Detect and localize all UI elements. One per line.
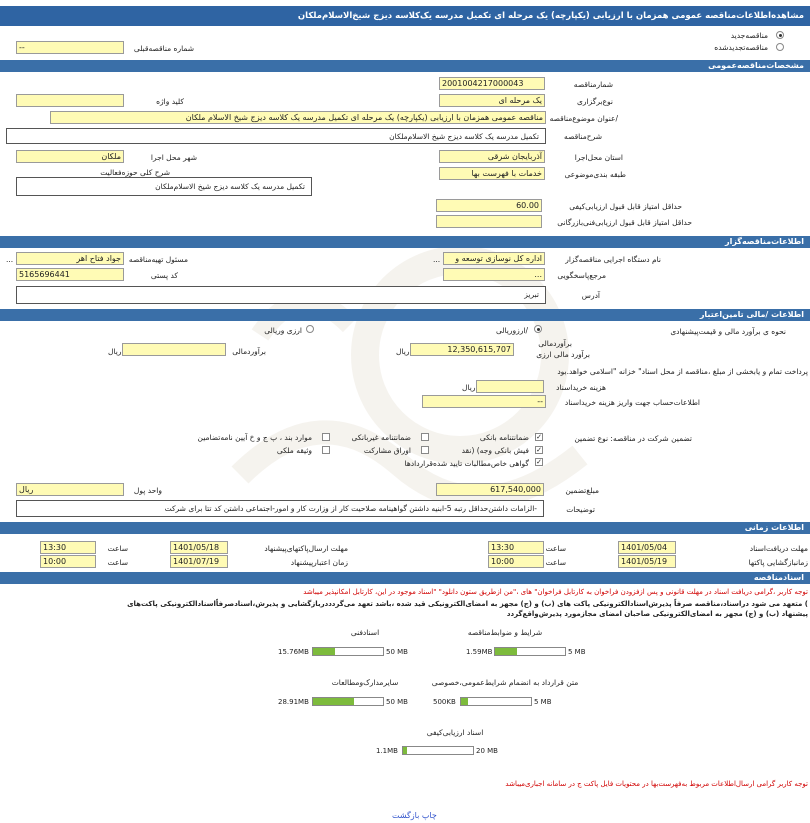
min-quality-score-field: 60.00 xyxy=(436,199,542,212)
section-header-time: اطلاعات زمانی xyxy=(0,522,810,534)
send-label: مهلت ارسال‌پاکتهای‌پیشنهاد xyxy=(264,544,348,553)
file-usage-bar xyxy=(312,697,384,706)
officer-label: مسئول تهیه‌مناقصه xyxy=(128,255,188,264)
file-used: 15.76MB xyxy=(278,648,309,656)
price-list-notice: توجه کاربر گرامی ارسال‌اطلاعات مربوط به‌فهرست‌بها در محتویات فایل پاکت ج در سامانه اجباری‌میباشد xyxy=(505,780,808,788)
guarantee-claims-label: گواهی خاص‌مطالبات تایید شده‌قراردادها xyxy=(404,459,529,468)
send-date-field: 1401/05/18 xyxy=(170,541,228,554)
open-time-label: ساعت xyxy=(545,558,566,567)
radio-rial[interactable] xyxy=(534,325,542,333)
section-header-documents: اسنادمناقصه xyxy=(0,572,810,584)
print-back-link[interactable]: چاپ بازگشت xyxy=(392,811,437,820)
estimate-field: 12,350,615,707 xyxy=(410,343,514,356)
currency-unit-label: واحد پول xyxy=(133,486,162,495)
file-title: اسناد ارزیابی‌کیفی xyxy=(426,728,484,737)
guarantee-bonds-label: اوراق مشارکت xyxy=(363,446,411,455)
address-label: آدرس xyxy=(581,291,600,300)
estimate-fx-label-2: برآوردمالی xyxy=(232,347,266,356)
min-quality-score-label: حداقل امتیاز قابل قبول ارزیابی‌کیفی xyxy=(569,202,682,211)
watermark-logo xyxy=(200,215,620,575)
keyword-field xyxy=(16,94,124,107)
estimate-fx-field xyxy=(122,343,226,356)
tender-title-field: مناقصه عمومی همزمان با ارزیابی (یکپارچه) یک مرحله ای تکمیل مدرسه یک کلاسه دیزج شیخ الاسلام ملکان xyxy=(50,111,546,124)
file-max: 20 MB xyxy=(476,747,498,755)
doc-receive-time-label: ساعت xyxy=(545,544,566,553)
reference-field: ... xyxy=(443,268,545,281)
radio-new-tender[interactable] xyxy=(776,31,784,39)
guarantee-amount-label: مبلغ‌تضمین xyxy=(565,486,599,495)
docs-notice-2: پیشنهاد (ب) و (ج) مجهز به امضای‌الکترونیکی صاحبان امضای مجازمورد پذیرش‌واقع‌گردد xyxy=(506,610,808,618)
page-title: مشاهده‌اطلاعات‌مناقصه عمومی همزمان با ارزیابی (یکپارچه) یک مرحله ای تکمیل مدرسه یک‌کلاسه دیزج شیخ‌الاسلام‌ملکان xyxy=(0,6,810,26)
guarantee-nonbank-checkbox[interactable] xyxy=(421,433,429,441)
guarantee-clauses-checkbox[interactable] xyxy=(322,433,330,441)
radio-fx-label: ارزی وریالی xyxy=(264,326,302,335)
account-field: -- xyxy=(422,395,546,408)
validity-label: زمان اعتبارپیشنهاد xyxy=(290,558,348,567)
activity-scope-label: شرح کلی حوزه‌فعالیت xyxy=(100,168,170,177)
radio-fx[interactable] xyxy=(306,325,314,333)
payment-note: پرداخت تمام و یابخشی از مبلغ ،مناقصه از محل اسناد" خزانه "اسلامی خواهد.بود xyxy=(557,367,808,376)
currency-unit-field: ریال xyxy=(16,483,124,496)
city-label: شهر محل اجرا xyxy=(150,153,197,162)
radio-renewed-label: مناقصه‌تجدیدشده xyxy=(714,43,768,52)
file-title: سایرمدارک‌ومطالعات xyxy=(331,678,399,687)
activity-scope-box: تکمیل مدرسه یک کلاسه دیزج شیخ الاسلام‌ملکان xyxy=(16,177,312,196)
file-title: اسنادفنی xyxy=(350,628,380,637)
estimate-label: برآوردمالی xyxy=(538,339,572,348)
address-box: تبریز xyxy=(16,286,546,304)
min-tech-score-field xyxy=(436,215,542,228)
guarantee-amount-field: 617,540,000 xyxy=(436,483,544,496)
province-label: استان محل‌اجرا xyxy=(574,153,623,162)
section-header-general: مشخصات‌مناقصه‌عمومی xyxy=(0,60,810,72)
postal-code-field: 5165696441 xyxy=(16,268,124,281)
postal-code-label: کد پستی xyxy=(150,271,178,280)
open-label: زمانبازگشایی پاکتها xyxy=(748,558,808,567)
file-usage-bar xyxy=(312,647,384,656)
validity-date-field: 1401/07/19 xyxy=(170,555,228,568)
docs-notice-red: توجه کاربر ،گرامی دریافت اسناد در مهلت قانونی و پس ازفزودن فراخوان به کارتابل فراخوان" های ،"من ازطریق ستون دانلود" "اسناد موجود در این، کارتابل امکانپذیر میباشد xyxy=(303,588,808,596)
radio-rial-label: /ارزوریالی xyxy=(495,326,528,335)
file-usage-bar xyxy=(494,647,566,656)
estimate-fx-currency: ریال xyxy=(108,347,122,356)
guarantee-cash-label: فیش بانکی وجه) (نقد xyxy=(461,446,529,455)
tender-description-box: تکمیل مدرسه یک کلاسه دیزج شیخ الاسلام‌ملکان xyxy=(6,128,546,144)
file-used: 500KB xyxy=(433,698,456,706)
doc-fee-label: هزینه خریداسناد xyxy=(556,383,606,392)
radio-renewed-tender[interactable] xyxy=(776,43,784,51)
keyword-label: کلید واژه xyxy=(156,97,184,106)
org-name-label: نام دستگاه اجرایی مناقصه‌گزار xyxy=(565,255,661,264)
account-label: اطلاعات‌حساب جهت واریز هزینه خریداسناد xyxy=(564,398,700,407)
province-field: آذربایجان شرقی xyxy=(439,150,545,163)
estimate-type-label: نحوه ی برآورد مالی و قیمت‌پیشنهادی xyxy=(670,327,786,336)
guarantee-clauses-label: موارد بند ، پ ج و خ آیین نامه‌تضامین xyxy=(197,433,312,442)
guarantee-bank-label: ضمانتنامه بانکی xyxy=(479,433,529,442)
radio-new-label: مناقصه‌جدید xyxy=(730,31,768,40)
category-field: خدمات با فهرست بها xyxy=(439,167,545,180)
tender-number-label: شمارمناقصه xyxy=(573,80,613,89)
category-label: طبقه بندی‌موضوعی xyxy=(564,170,626,179)
guarantee-property-label: وثیقه ملکی xyxy=(276,446,312,455)
tender-number-field: 2001004217000043 xyxy=(439,77,545,90)
guarantee-bonds-checkbox[interactable] xyxy=(421,446,429,454)
file-title: شرایط و ضوابط‌مناقصه xyxy=(467,628,543,637)
guarantee-claims-checkbox[interactable] xyxy=(535,458,543,466)
file-max: 50 MB xyxy=(386,698,408,706)
estimate-currency: ریال xyxy=(396,347,410,356)
section-header-organizer: اطلاعات‌مناقصه‌گزار xyxy=(0,236,810,248)
send-time-field: 13:30 xyxy=(40,541,96,554)
send-time-label: ساعت xyxy=(107,544,128,553)
doc-fee-field xyxy=(476,380,544,393)
doc-receive-date-field: 1401/05/04 xyxy=(618,541,676,554)
file-usage-bar xyxy=(402,746,474,755)
validity-time-label: ساعت xyxy=(107,558,128,567)
file-max: 50 MB xyxy=(386,648,408,656)
org-name-more[interactable]: ... xyxy=(433,255,441,264)
reference-label: مرجع‌پاسخگویی xyxy=(557,271,606,280)
guarantee-cash-checkbox[interactable] xyxy=(535,446,543,454)
officer-more[interactable]: ... xyxy=(6,255,14,264)
file-usage-bar xyxy=(460,697,532,706)
guarantee-property-checkbox[interactable] xyxy=(322,446,330,454)
city-field: ملکان xyxy=(16,150,124,163)
holding-type-label: نوع‌برگزاری xyxy=(577,97,613,106)
file-used: 1.1MB xyxy=(376,747,398,755)
file-max: 5 MB xyxy=(568,648,586,656)
doc-receive-time-field: 13:30 xyxy=(488,541,544,554)
org-name-field: اداره کل نوسازی توسعه و xyxy=(443,252,545,265)
file-used: 28.91MB xyxy=(278,698,309,706)
section-header-finance: اطلاعات‌ /مالی تامین‌اعتبار xyxy=(0,309,810,321)
open-date-field: 1401/05/19 xyxy=(618,555,676,568)
doc-receive-label: مهلت دریافت‌اسناد xyxy=(749,544,808,553)
file-title: متن قرارداد به انضمام شرایط‌عمومی،خصوصی xyxy=(431,678,579,687)
notes-box: -الزامات داشتن‌حداقل رتبه 5-ابنیه داشتن گواهینامه صلاحیت کار از وزارت کار و امور-اجتماعی داشتن کد تتا برای شرکت xyxy=(16,500,544,517)
min-tech-score-label: حداقل امتیاز قابل قبول ارزیابی‌فنی‌بازرگانی xyxy=(557,218,692,227)
prev-tender-number-field: -- xyxy=(16,41,124,54)
file-max: 5 MB xyxy=(534,698,552,706)
prev-tender-number-label: شماره مناقصه‌قبلی xyxy=(133,44,194,53)
open-time-field: 10:00 xyxy=(488,555,544,568)
guarantee-type-label: تضمین شرکت در مناقصه: نوع تضمین xyxy=(574,434,692,443)
file-used: 1.59MB xyxy=(466,648,493,656)
validity-time-field: 10:00 xyxy=(40,555,96,568)
tender-title-label: /عنوان موضوع‌مناقصه xyxy=(549,114,618,123)
tender-description-label: شرح‌مناقصه xyxy=(564,132,602,141)
docs-notice-1: ) متعهد می شود دراسناد،مناقصه صرفاً پذیرش‌اسنادالکترونیکی پاکت های (ب) و (ج) مجهز به امضای‌الکترونیکی قید شده ،باشد تعهد می‌گردددربازگشایی و پذیرش،اسنادصرفاً‌اسنادالکترونیکی پاکت‌های xyxy=(127,600,808,608)
guarantee-bank-checkbox[interactable] xyxy=(535,433,543,441)
estimate-fx-label: برآورد مالی ارزی xyxy=(536,350,590,359)
holding-type-field: یک مرحله ای xyxy=(439,94,545,107)
guarantee-nonbank-label: ضمانتنامه غیربانکی xyxy=(351,433,411,442)
notes-label: توضیحات xyxy=(566,505,595,514)
officer-field: جواد فتاح اهر xyxy=(16,252,124,265)
doc-fee-currency: ریال xyxy=(462,383,476,392)
